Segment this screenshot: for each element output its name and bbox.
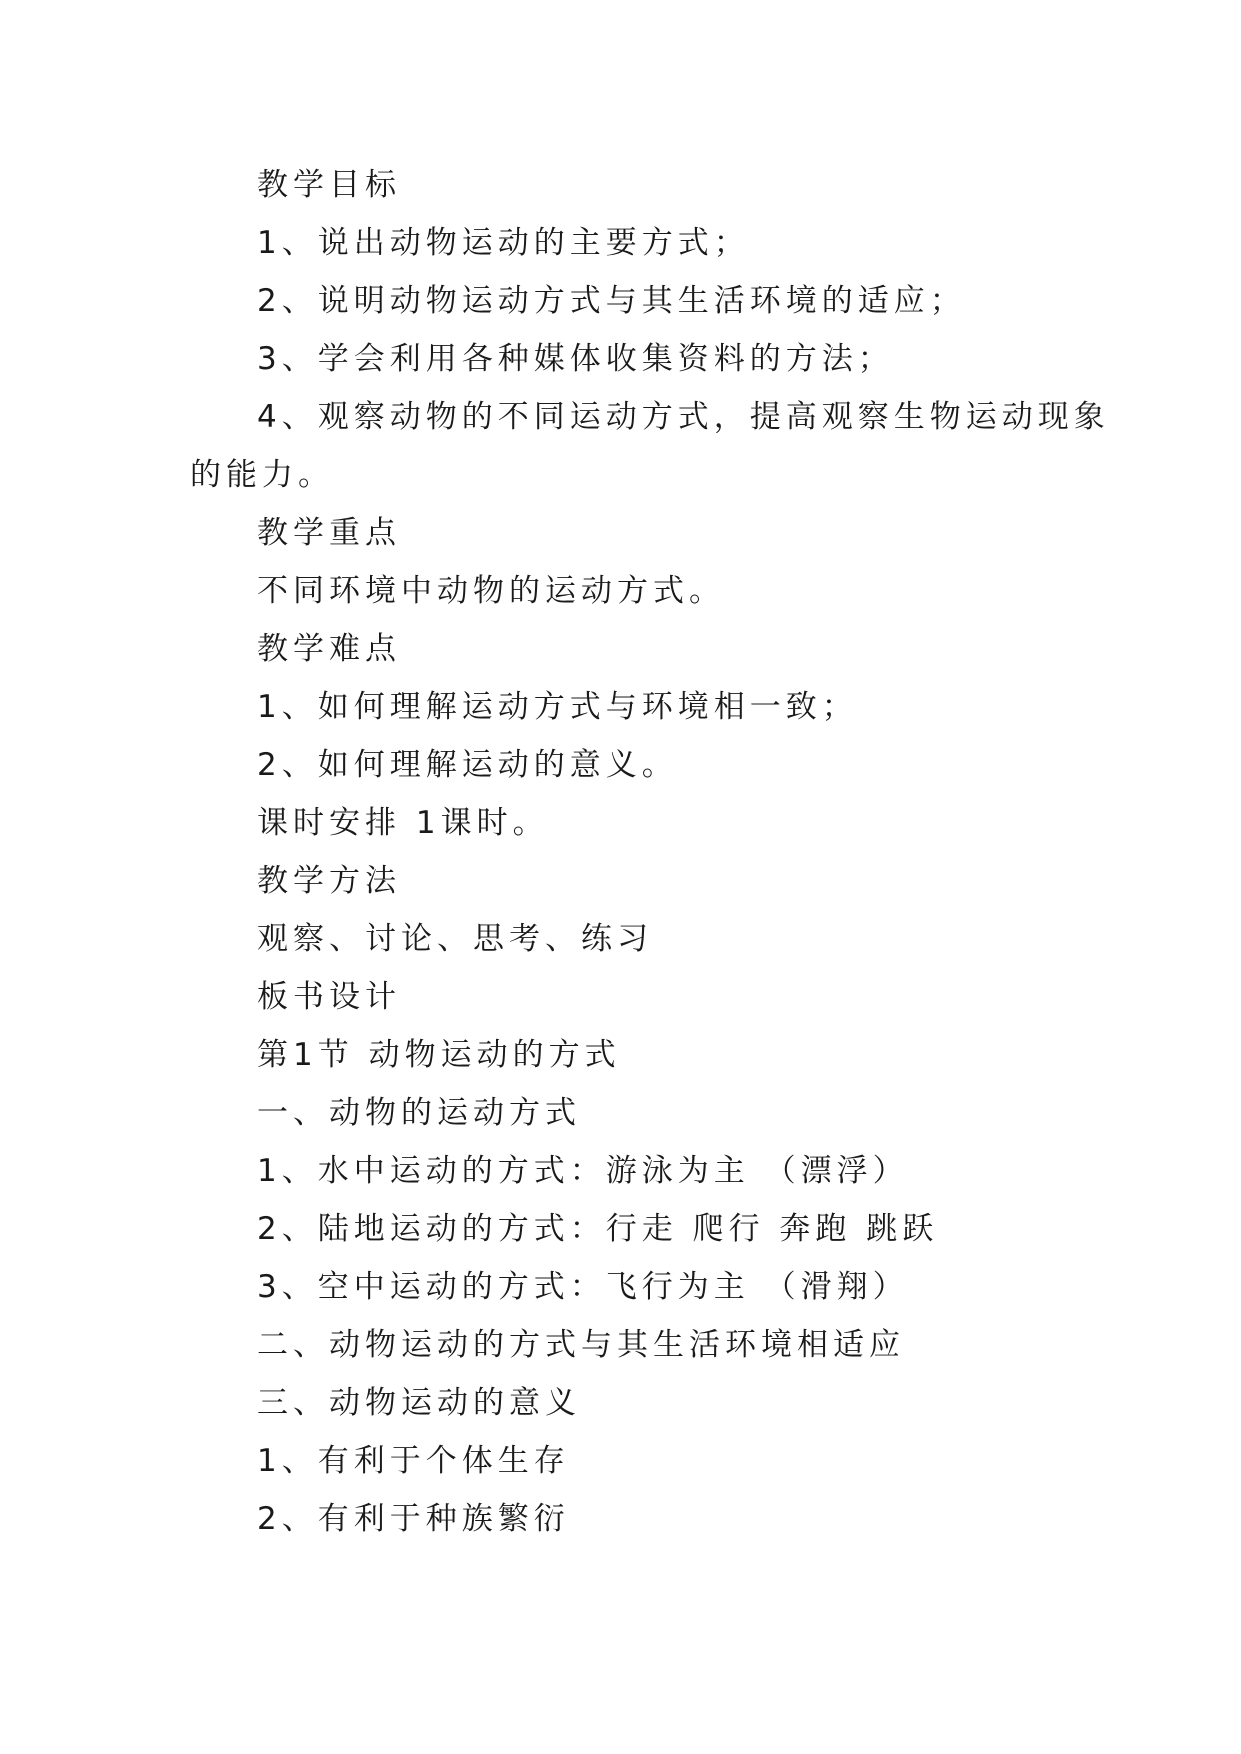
objective-item-1: 1、说出动物运动的主要方式； <box>257 225 750 261</box>
objective-item-3: 3、学会利用各种媒体收集资料的方法； <box>257 341 894 377</box>
objective-item-4: 4、观察动物的不同运动方式，提高观察生物运动现象 <box>257 399 1110 435</box>
heading-key-points: 教学重点 <box>257 515 401 551</box>
difficulty-item-2: 2、如何理解运动的意义。 <box>257 747 678 783</box>
teaching-methods-text: 观察、讨论、思考、练习 <box>257 921 653 957</box>
outline-item-water: 1、水中运动的方式：游泳为主 （漂浮） <box>257 1153 909 1189</box>
class-hour-arrangement: 课时安排 1课时。 <box>257 805 549 841</box>
significance-item-2: 2、有利于种族繁衍 <box>257 1501 570 1537</box>
section-title: 第1节 动物运动的方式 <box>257 1037 621 1073</box>
heading-teaching-objectives: 教学目标 <box>257 167 401 203</box>
key-point-text: 不同环境中动物的运动方式。 <box>257 573 725 609</box>
outline-part-3: 三、动物运动的意义 <box>257 1385 581 1421</box>
outline-item-air: 3、空中运动的方式：飞行为主 （滑翔） <box>257 1269 909 1305</box>
difficulty-item-1: 1、如何理解运动方式与环境相一致； <box>257 689 858 725</box>
objective-item-4-continued: 的能力。 <box>190 457 334 493</box>
objective-item-2: 2、说明动物运动方式与其生活环境的适应； <box>257 283 966 319</box>
significance-item-1: 1、有利于个体生存 <box>257 1443 570 1479</box>
outline-item-land: 2、陆地运动的方式：行走 爬行 奔跑 跳跃 <box>257 1211 939 1247</box>
heading-teaching-methods: 教学方法 <box>257 863 401 899</box>
outline-part-1: 一、动物的运动方式 <box>257 1095 581 1131</box>
heading-difficulties: 教学难点 <box>257 631 401 667</box>
outline-part-2: 二、动物运动的方式与其生活环境相适应 <box>257 1327 905 1363</box>
heading-blackboard-design: 板书设计 <box>257 979 401 1015</box>
